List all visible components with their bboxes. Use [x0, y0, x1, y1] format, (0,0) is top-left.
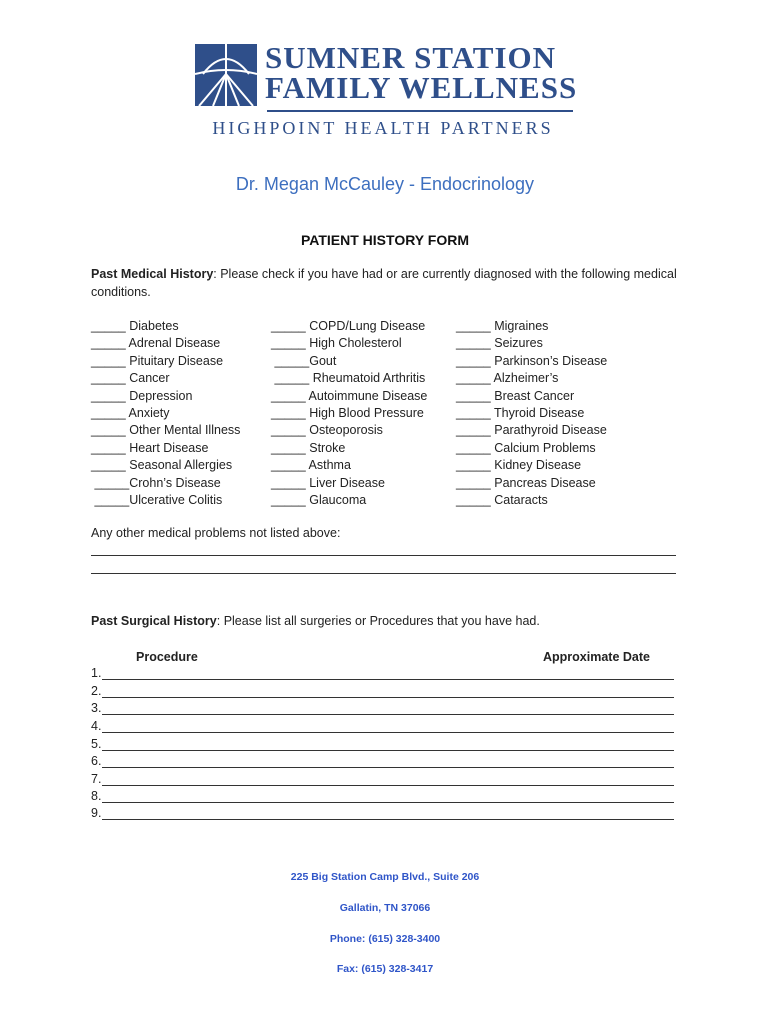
entry-line[interactable] — [102, 697, 674, 698]
condition-item[interactable]: _____ Alzheimer’s — [456, 371, 559, 386]
entry-line[interactable] — [102, 785, 674, 786]
condition-item[interactable]: _____ Diabetes — [91, 319, 179, 333]
other-problems-label: Any other medical problems not listed above: — [91, 526, 341, 540]
condition-item[interactable]: _____ Autoimmune Disease — [271, 388, 428, 403]
medical-history-label: Past Medical History — [91, 267, 214, 281]
row-number: 2. — [91, 684, 102, 698]
procedure-column-header: Procedure — [136, 650, 198, 664]
logo-line-2: FAMILY WELLNESS — [265, 70, 578, 105]
row-number: 7. — [91, 772, 102, 786]
condition-item[interactable]: _____ Kidney Disease — [456, 458, 582, 473]
condition-item[interactable]: _____ Liver Disease — [271, 475, 385, 490]
logo-mark-icon — [195, 44, 257, 106]
entry-line[interactable] — [102, 732, 674, 733]
medical-history-instructions: : Please check if you have had or are currently diagnosed with the following medical conditions. — [91, 267, 677, 299]
surgical-history-instructions: : Please list all surgeries or Procedures that you have had. — [216, 614, 540, 628]
condition-item[interactable]: _____ Osteoporosis — [271, 423, 383, 438]
row-number: 3. — [91, 701, 102, 715]
condition-item[interactable]: _____ Rheumatoid Arthritis — [271, 371, 426, 386]
row-number: 9. — [91, 806, 102, 820]
condition-item[interactable]: _____ Adrenal Disease — [91, 336, 221, 351]
condition-item[interactable]: _____Crohn’s Disease — [91, 475, 221, 490]
approximate-date-column-header: Approximate Date — [543, 650, 650, 664]
entry-line[interactable] — [102, 714, 674, 715]
entry-line[interactable] — [102, 750, 674, 751]
entry-line[interactable] — [102, 819, 674, 820]
footer-phone: Phone: (615) 328-3400 — [329, 933, 441, 945]
logo-divider — [267, 110, 573, 112]
surgical-history-intro — [91, 614, 540, 628]
condition-item[interactable]: _____ Asthma — [271, 458, 351, 473]
condition-item[interactable]: _____ Pituitary Disease — [91, 353, 224, 368]
condition-item[interactable]: _____ Heart Disease — [91, 440, 209, 455]
condition-item[interactable]: _____ Depression — [91, 388, 193, 403]
surgery-entry-row[interactable] — [91, 666, 674, 683]
row-number: 1. — [91, 666, 102, 680]
condition-item[interactable]: _____ Calcium Problems — [456, 440, 596, 455]
other-problems-line-2[interactable] — [91, 573, 676, 574]
surgery-entry-row[interactable] — [91, 737, 674, 754]
condition-item[interactable]: _____ Seasonal Allergies — [91, 458, 233, 473]
surgery-entry-row[interactable] — [91, 701, 674, 718]
other-problems-line-1[interactable] — [91, 555, 676, 556]
condition-item[interactable]: _____ Seizures — [456, 336, 543, 351]
condition-item[interactable]: _____ Other Mental Illness — [91, 423, 241, 438]
condition-item[interactable]: _____ High Cholesterol — [271, 336, 402, 351]
footer-fax: Fax: (615) 328-3417 — [336, 963, 434, 975]
condition-item[interactable]: _____ Migraines — [456, 319, 549, 333]
surgery-entry-row[interactable] — [91, 754, 674, 771]
row-number: 4. — [91, 719, 102, 733]
conditions-column-1 — [91, 318, 240, 509]
condition-item[interactable]: _____Gout — [271, 353, 337, 368]
surgery-entry-row[interactable] — [91, 789, 674, 806]
condition-item[interactable]: _____ Cancer — [91, 371, 170, 386]
surgery-entry-row[interactable] — [91, 684, 674, 701]
condition-item[interactable]: _____ Cataracts — [456, 493, 548, 508]
doctor-name: Dr. Megan McCauley - Endocrinology — [235, 174, 535, 194]
condition-item[interactable]: _____ Pancreas Disease — [456, 475, 596, 490]
row-number: 5. — [91, 737, 102, 751]
condition-item[interactable]: _____ COPD/Lung Disease — [271, 319, 426, 333]
conditions-column-2 — [271, 318, 427, 509]
condition-item[interactable]: _____ Breast Cancer — [456, 388, 575, 403]
surgery-entry-row[interactable] — [91, 772, 674, 789]
form-title: PATIENT HISTORY FORM — [300, 232, 469, 248]
condition-item[interactable]: _____ Stroke — [271, 440, 346, 455]
footer-city: Gallatin, TN 37066 — [339, 902, 431, 914]
sumner-station-logo — [195, 40, 585, 144]
condition-item[interactable]: _____ Anxiety — [91, 406, 170, 421]
condition-item[interactable]: _____ High Blood Pressure — [271, 406, 424, 421]
condition-item[interactable]: _____ Glaucoma — [271, 493, 367, 508]
surgery-entry-row[interactable] — [91, 806, 674, 823]
logo-line-1: SUMNER STATION — [265, 40, 557, 75]
surgical-history-label: Past Surgical History — [91, 614, 217, 628]
medical-history-intro — [91, 265, 691, 301]
logo-subtitle: HIGHPOINT HEALTH PARTNERS — [212, 118, 554, 138]
entry-line[interactable] — [102, 767, 674, 768]
surgery-entry-row[interactable] — [91, 719, 674, 736]
condition-item[interactable]: _____ Parkinson’s Disease — [456, 353, 608, 368]
conditions-column-3 — [456, 318, 607, 509]
condition-item[interactable]: _____ Parathyroid Disease — [456, 423, 607, 438]
row-number: 8. — [91, 789, 102, 803]
entry-line[interactable] — [102, 802, 674, 803]
entry-line[interactable] — [102, 679, 674, 680]
row-number: 6. — [91, 754, 102, 768]
condition-item[interactable]: _____Ulcerative Colitis — [91, 493, 223, 508]
footer-address: 225 Big Station Camp Blvd., Suite 206 — [290, 871, 480, 883]
condition-item[interactable]: _____ Thyroid Disease — [456, 406, 585, 421]
